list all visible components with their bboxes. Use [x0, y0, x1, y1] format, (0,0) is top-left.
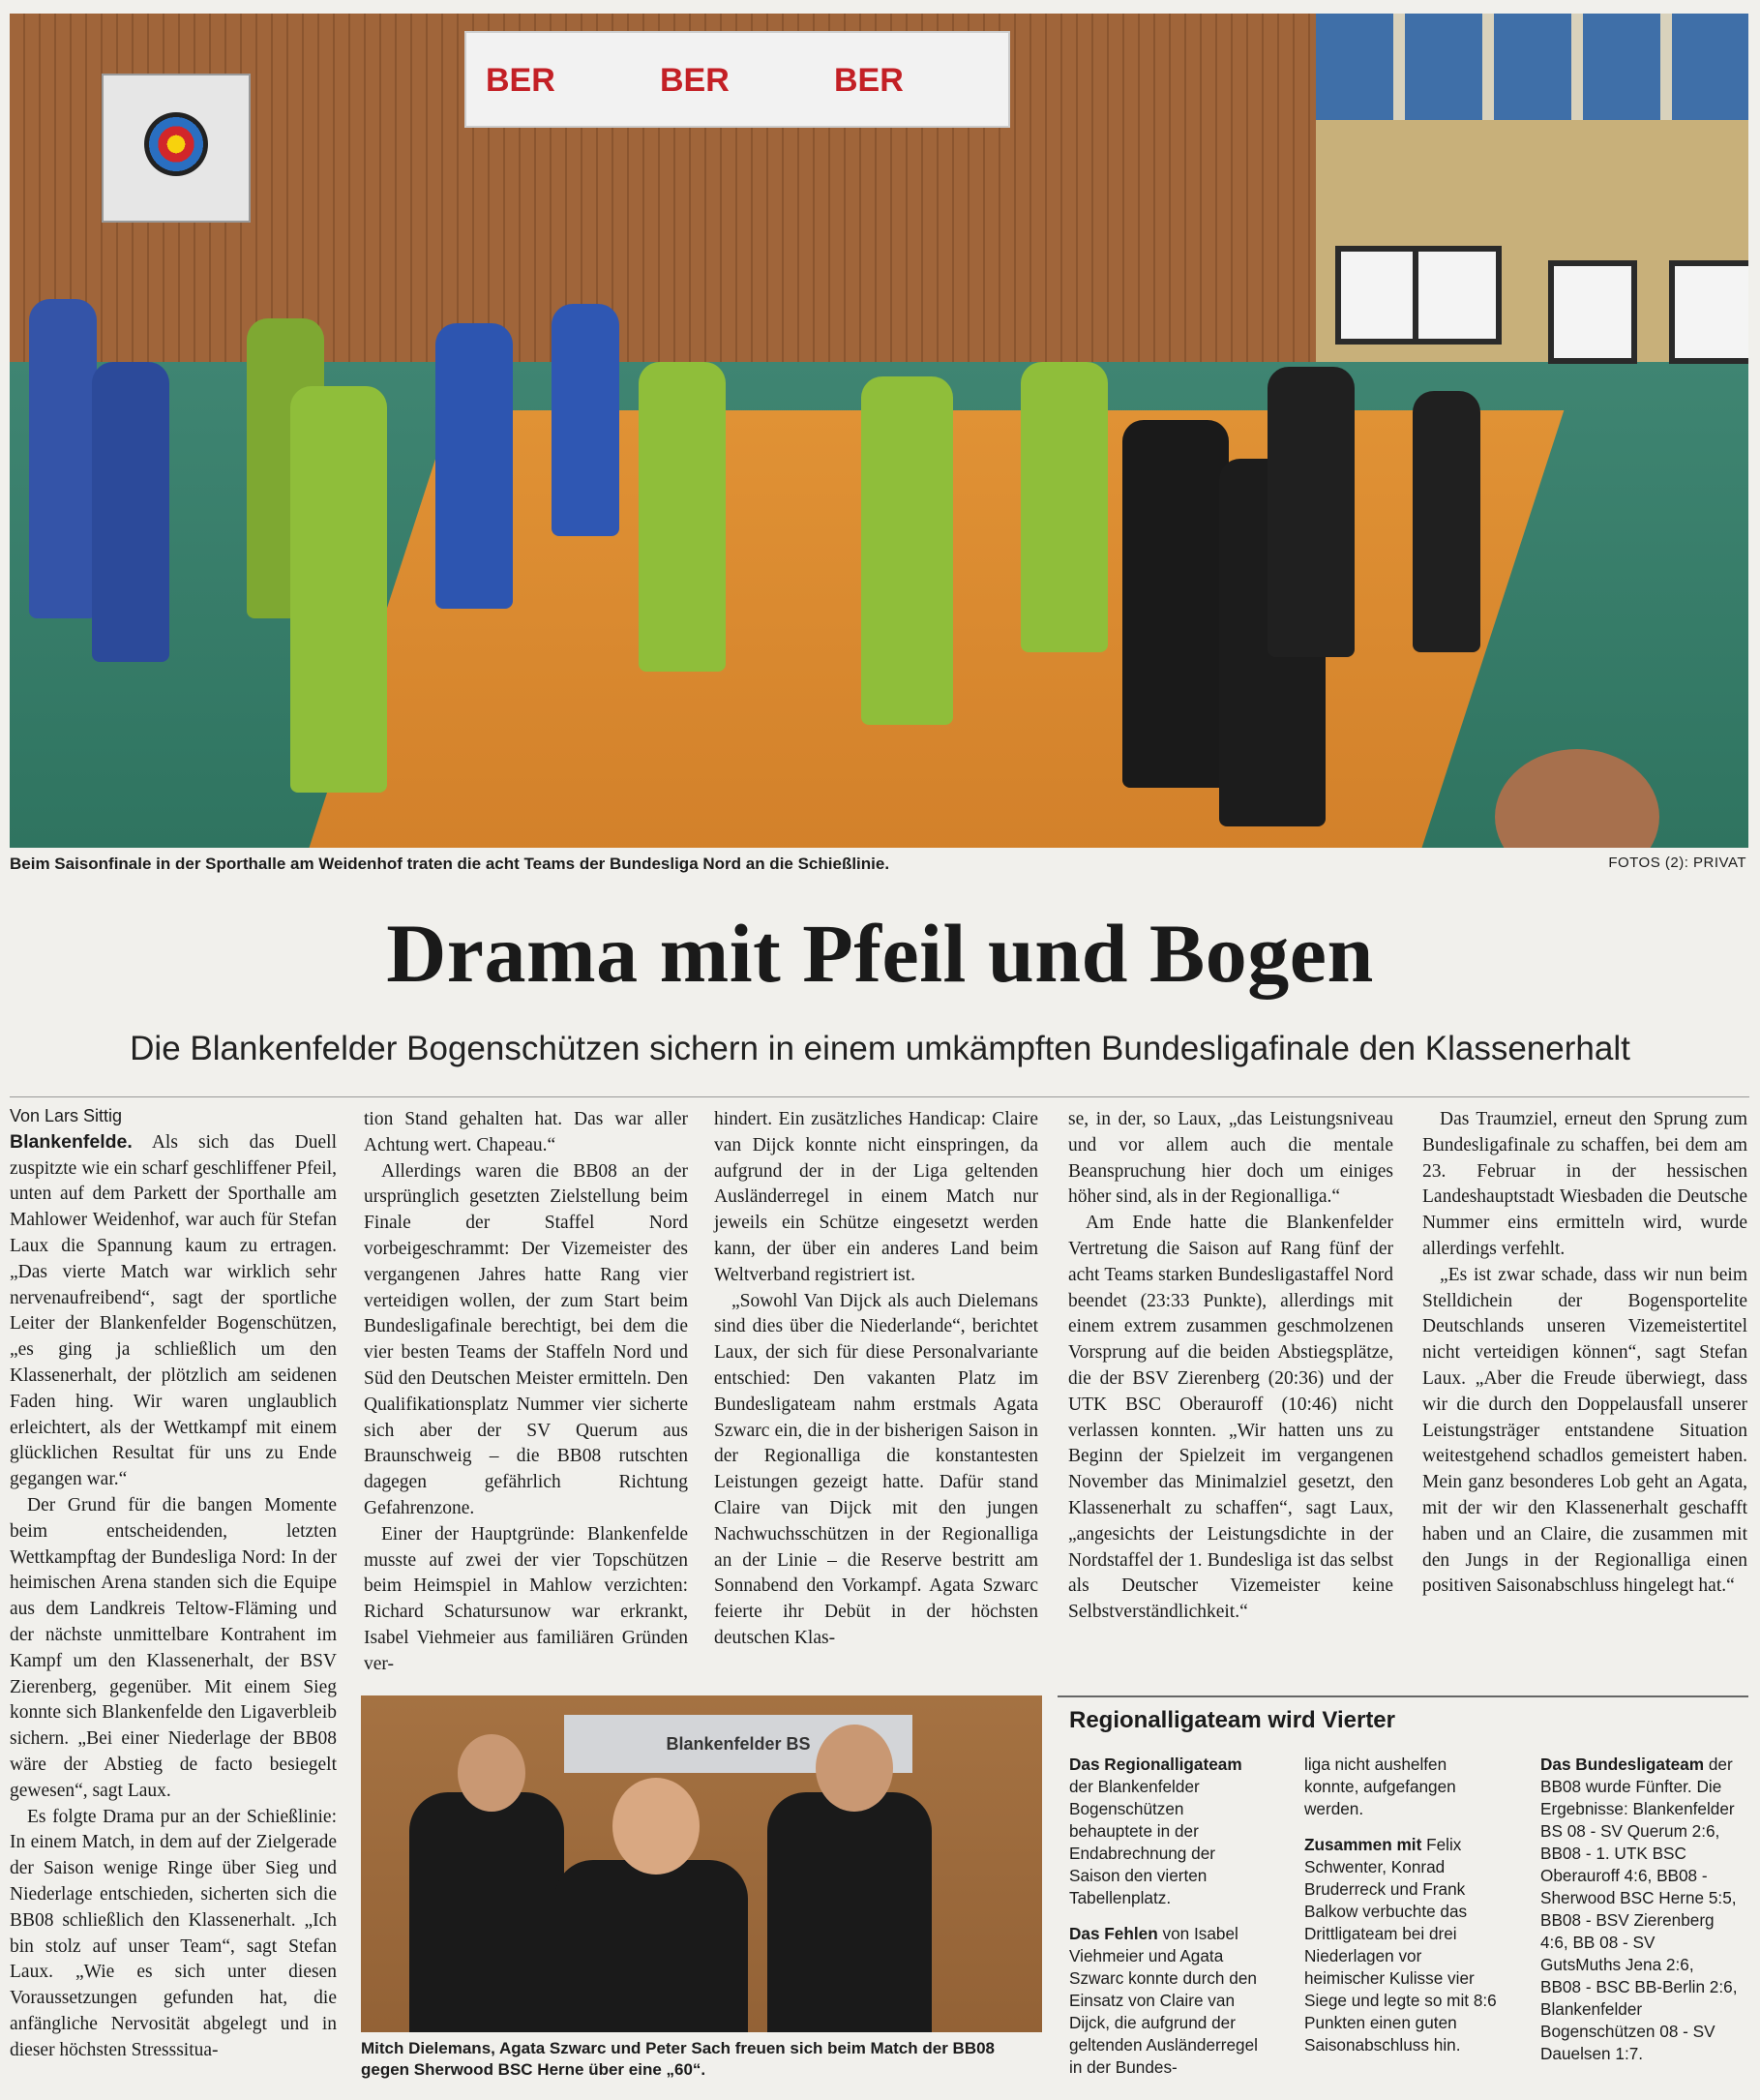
article-column-5 [1422, 1107, 1747, 1600]
info-text: von Isabel Viehmeier und Agata Szwarc konnte durch den Einsatz von Claire van Dijck, die aufgrund der geltenden Ausländerregel in der Bundes- [1069, 1924, 1258, 2077]
paragraph: „Es ist zwar schade, dass wir nun beim Stelldichein der Bogensportelite Deutschlands unseren Vizemeistertitel nicht verteidigen können“, sagt Stefan Laux. „Aber die Freude überwiegt, dass wir die durch den Doppelausfall unserer Leistungsträger entstandene Situation weitestgehend schadlos gemeistert haben. Mein ganz besonderes Lob geht an Agata, mit der wir den Klassenerhalt geschafft haben und an Claire, die zusammen mit den Jungs in der Regionalliga einen positiven Saisonabschluss hingelegt hat.“ [1422, 1264, 1747, 1597]
byline: Von Lars Sittig [10, 1106, 123, 1125]
hall-windows [1316, 14, 1748, 120]
info-paragraph: liga nicht aushelfen konnte, aufgefangen werden. [1304, 1755, 1456, 1818]
info-paragraph [1304, 1834, 1503, 2056]
team-photo-caption: Mitch Dielemans, Agata Szwarc und Peter Sach freuen sich beim Match der BB08 gegen Sherwood BSC Herne über eine „60“. [361, 2039, 996, 2079]
info-column-1 [1069, 1754, 1268, 2092]
face [612, 1778, 700, 1875]
paragraph [10, 1129, 337, 1493]
article-column-1 [10, 1103, 337, 2063]
info-paragraph [1069, 1754, 1268, 1909]
paragraph-text: Als sich das Duell zuspitzte wie ein scharf geschliffener Pfeil, unten auf dem Parkett der Sporthalle am Mahlower Weidenhof, war auch für Stefan Laux die Spannung kaum zu ertragen. „Das vierte Match war wirklich sehr nervenaufreibend“, sagt der sportliche Leiter der Blankenfelder Bogenschützen, „es ging ja schließlich um den Klassenerhalt, der plötzlich am seidenen Faden hing. Wir waren unglaublich erleichtert, als der Wettkampf mit einem glücklichen Resultat für uns zu Ende gegangen war.“ [10, 1131, 337, 1490]
archer [92, 362, 169, 662]
hero-photo [10, 14, 1748, 848]
paragraph: „Sowohl Van Dijck als auch Dielemans sind dies über die Niederlande“, berichtet Laux, der sich für diese Personalvariante entschied: Den vakanten Platz im Bundesligateam nahm erstmals Agata Szwarc ein, die in der bisherigen Saison in der Regionalliga die konstantesten Leistungen gezeigt hatte. Dafür stand Claire van Dijck mit den jungen Nachwuchsschützen in der Regionalliga an der Linie – die Reserve bestritt am Sonnabend den Vorkampf. Agata Szwarc feierte ihr Debüt in der höchsten deutschen Klas- [714, 1290, 1038, 1648]
target-logo-icon [144, 112, 208, 176]
archer [1413, 391, 1480, 652]
archer [435, 323, 513, 609]
target-board [1669, 260, 1748, 364]
paragraph: Allerdings waren die BB08 an der ursprünglich gesetzten Zielstellung beim Finale der Staffel Nord vorbeigeschrammt: Der Vizemeister des vergangenen Jahres hatte Rang vier verteidigen wollen, der zum Start beim Bundesligafinale berechtigt, bei dem die vier besten Teams der Staffeln Nord und Süd den Deutschen Meister ermitteln. Den Qualifikationsplatz Nummer vier sicherte sich aber der SV Querum aus Braunschweig – die BB08 rutschten dagegen gefährlich Richtung Gefahrenzone. [364, 1160, 688, 1518]
paragraph: Am Ende hatte die Blankenfelder Vertretung die Saison auf Rang fünf der acht Teams starken Bundesligastaffel Nord beendet (23:33 Punkte), allerdings mit einem extrem zusammen geschmolzenen Vorsprung auf die beiden Abstiegsplätze, die der BSV Zierenberg (20:36) und der UTK BSC Oberauroff (10:46) nicht verlassen konnten. „Wir hatten uns zu Beginn der Spielzeit im vergangenen November das Minimalziel gesetzt, den Klassenerhalt zu schaffen“, sagt Laux, „angesichts der Leistungsdichte in der Nordstaffel der 1. Bundesliga ist das selbst als Deutscher Vizemeister keine Selbstverständlichkeit.“ [1068, 1213, 1393, 1623]
face [458, 1734, 525, 1812]
face [816, 1725, 893, 1812]
sponsor-logo-2: BER [660, 62, 730, 99]
paragraph: Der Grund für die bangen Momente beim entscheidenden, letzten Wettkampftag der Bundesliga Nord: In der heimischen Arena standen sich die Equipe aus dem Landkreis Teltow-Fläming und der nächste unmittelbare Kontrahent im Kampf um den Klassenerhalt, der BSV Zierenberg, gegenüber. Mit einem Sieg konnte sich Blankenfelde den Ligaverbleib sichern. „Bei einer Niederlage der BB08 wäre der Abstieg de facto besiegelt gewesen“, sagt Laux. [10, 1494, 337, 1801]
person-left [409, 1792, 564, 2032]
article-column-2 [364, 1107, 688, 1678]
archer [1021, 362, 1108, 652]
paragraph: Das Traumziel, erneut den Sprung zum Bundesligafinale zu schaffen, bei dem am 23. Februar in der hessischen Landeshauptstadt Wiesbaden die Deutsche Nummer eins ermitteln wird, wurde allerdings verfehlt. [1422, 1109, 1747, 1259]
info-text: der BB08 wurde Fünfter. Die Ergebnisse: Blankenfelder BS 08 - SV Querum 2:6, BB08 - 1. UTK BSC Oberauroff 4:6, BB08 - Sherwood BSC Herne 5:5, BB08 - BSV Zierenberg 4:6, BB 08 - SV GutsMuths Jena 2:6, BB08 - BSC BB-Berlin 2:6, Blankenfelder Bogenschützen 08 - SV Dauelsen 1:7. [1540, 1755, 1738, 2063]
target-board [1335, 246, 1424, 345]
info-box-title: Regionalligateam wird Vierter [1069, 1707, 1395, 1733]
person-right [767, 1792, 932, 2032]
paragraph: tion Stand gehalten hat. Das war aller Achtung wert. Chapeau.“ [364, 1109, 688, 1155]
info-paragraph [1540, 1754, 1739, 2065]
info-lead: Das Regionalligateam [1069, 1755, 1242, 1774]
info-column-2 [1304, 1754, 1503, 2070]
info-lead: Zusammen mit [1304, 1835, 1422, 1854]
hero-caption: Beim Saisonfinale in der Sporthalle am Weidenhof traten die acht Teams der Bundesliga Nord an die Schießlinie. [10, 855, 890, 873]
person-center [554, 1860, 748, 2032]
sponsor-banner [464, 31, 1010, 128]
paragraph: Es folgte Drama pur an der Schießlinie: In einem Match, in dem auf der Zielgerade der Saison wenige Ringe über Sieg und Niederlage entschieden, sicherten sich die BB08 schließlich den Klassenerhalt. „Ich bin stolz auf unser Team“, sagt Stefan Laux. „Wie es sich unter diesen Voraussetzungen gefunden hat, die anfängliche Nervosität abgelegt und in dieser höchsten Stresssitua- [10, 1806, 337, 2060]
subheadline: Die Blankenfelder Bogenschützen sichern in einem umkämpften Bundesligafinale den Klassenerhalt [130, 1030, 1630, 1067]
archer [861, 376, 953, 725]
headline: Drama mit Pfeil und Bogen [386, 907, 1374, 1000]
paragraph: hindert. Ein zusätzliches Handicap: Claire van Dijck konnte nicht einspringen, da aufgrund der in der Liga geltenden Ausländerregel in einem Match nur jeweils ein Schütze eingesetzt werden kann, der über ein anderes Land beim Weltverband registriert ist. [714, 1109, 1038, 1285]
sponsor-logo-1: BER [486, 62, 555, 99]
archer [1122, 420, 1229, 788]
archer [639, 362, 726, 672]
archer [1268, 367, 1355, 657]
info-lead: Das Bundesligateam [1540, 1755, 1705, 1774]
paragraph: se, in der, so Laux, „das Leistungsniveau und vor allem auch die mentale Beanspruchung hier doch um einiges höher sind, als in der Regionalliga.“ [1068, 1109, 1393, 1208]
archer [29, 299, 97, 618]
archer [290, 386, 387, 793]
info-column-3 [1540, 1754, 1739, 2079]
target-board [1413, 246, 1502, 345]
target-board [1548, 260, 1637, 364]
info-paragraph [1069, 1923, 1268, 2079]
dateline: Blankenfelde. [10, 1130, 133, 1153]
paragraph: Einer der Hauptgründe: Blankenfelde musste auf zwei der vier Topschützen beim Heimspiel in Mahlow verzichten: Richard Schatursunow war erkrankt, Isabel Viehmeier aus familiären Gründen ver- [364, 1523, 688, 1674]
club-flag [102, 74, 251, 223]
team-photo [361, 1695, 1042, 2032]
photo-credit: FOTOS (2): PRIVAT [1608, 855, 1746, 871]
archer [552, 304, 619, 536]
info-text: der Blankenfelder Bogenschützen behauptete in der Endabrechnung der Saison den vierten Tabellenplatz. [1069, 1777, 1215, 1907]
info-text: Felix Schwenter, Konrad Bruderreck und Frank Balkow verbuchte das Drittligateam bei drei Niederlagen vor heimischer Kulisse vier Siege und legte so mit 8:6 Punkten einen guten Saisonabschluss hin. [1304, 1835, 1497, 2055]
club-sign: Blankenfelder BS [564, 1715, 912, 1773]
info-lead: Das Fehlen [1069, 1924, 1158, 1943]
article-column-4 [1068, 1107, 1393, 1626]
divider [10, 1096, 1749, 1097]
article-column-3 [714, 1107, 1038, 1652]
sponsor-logo-3: BER [834, 62, 904, 99]
